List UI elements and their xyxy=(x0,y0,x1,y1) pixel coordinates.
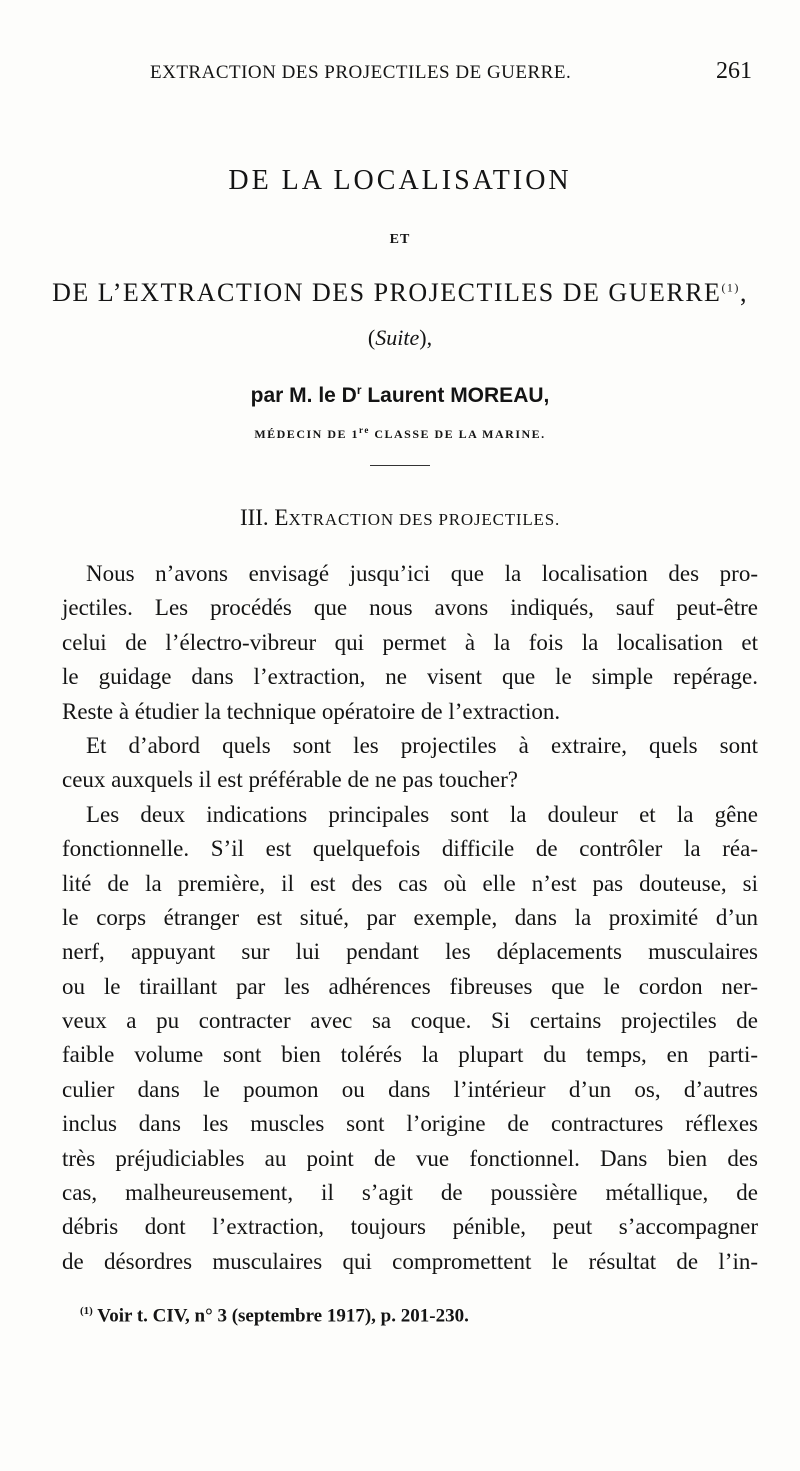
body-line: lité de la première, il est des cas où elle n’est pas douteuse, si xyxy=(62,870,758,896)
body-line: ou le tiraillant par les adhérences fibreuses que le cordon ner- xyxy=(62,973,758,999)
body-line: très préjudiciables au point de vue fonctionnel. Dans bien des xyxy=(62,1145,758,1171)
body-line: culier dans le poumon ou dans l’intérieur d’un os, d’autres xyxy=(62,1076,758,1102)
body-line: faible volume sont bien tolérés la plupart du temps, en parti- xyxy=(62,1042,758,1068)
body-text xyxy=(62,557,758,1279)
body-line: celui de l’électro-vibreur qui permet à la fois la localisation et xyxy=(62,629,758,655)
running-header: EXTRACTION DES PROJECTILES DE GUERRE. xyxy=(150,62,572,83)
body-line: Nous n’avons envisagé jusqu’ici que la localisation des pro- xyxy=(86,561,758,586)
body-line: fonctionnelle. S’il est quelquefois difficile de contrôler la réa- xyxy=(62,836,758,862)
byline-prefix: par M. le D xyxy=(250,384,357,407)
section-title-rest: XTRACTION DES PROJECTILES. xyxy=(288,510,561,529)
body-line: inclus dans les muscles sont l’origine de contractures réflexes xyxy=(62,1111,758,1137)
body-line: Reste à étudier la technique opératoire de l’extraction. xyxy=(62,698,561,724)
article-title-connector: ET xyxy=(389,232,411,247)
suite-label: Suite xyxy=(375,325,420,350)
body-line: le guidage dans l’extraction, ne visent que le simple repérage. xyxy=(62,664,758,690)
body-line: veux a pu contracter avec sa coque. Si certains projectiles de xyxy=(62,1008,758,1034)
page-number: 261 xyxy=(716,58,752,84)
body-line: Les deux indications principales sont la douleur et la gêne xyxy=(86,801,758,827)
affiliation-prefix: MÉDECIN DE 1 xyxy=(254,427,359,441)
section-title-initial: E xyxy=(274,505,289,530)
body-line: de désordres musculaires qui compromettent le résultat de l’in- xyxy=(62,1248,758,1274)
body-line: Et d’abord quels sont les projectiles à extraire, quels sont xyxy=(86,732,758,758)
affiliation-suffix: CLASSE DE LA MARINE. xyxy=(369,427,546,441)
footnote xyxy=(80,1305,469,1327)
article-title-line-2 xyxy=(0,278,800,308)
body-line: débris dont l’extraction, toujours pénible, peut s’accompagner xyxy=(62,1214,758,1240)
footnote-marker: (1) xyxy=(80,1305,93,1317)
footnote-reference: (1) xyxy=(721,280,740,295)
author-name: Laurent MOREAU, xyxy=(361,384,550,407)
body-line: cas, malheureusement, il s’agit de poussière métallique, de xyxy=(62,1180,758,1206)
article-continuation-note: (Suite), xyxy=(367,325,433,350)
article-title-line-1: DE LA LOCALISATION xyxy=(228,165,572,196)
author-byline xyxy=(0,383,800,408)
body-line: jectiles. Les procédés que nous avons indiqués, sauf peut-être xyxy=(62,595,758,621)
separator-rule xyxy=(370,465,430,466)
section-numeral: III. xyxy=(239,505,269,530)
body-line: le corps étranger est situé, par exemple, dans la proximité d’un xyxy=(62,904,758,930)
byline-sup: r xyxy=(356,383,362,397)
body-line: nerf, appuyant sur lui pendant les déplacements musculaires xyxy=(62,939,758,965)
affiliation-sup: re xyxy=(358,425,370,435)
article-title-line-2-text: DE L’EXTRACTION DES PROJECTILES DE GUERRE xyxy=(52,278,722,307)
footnote-text: Voir t. CIV, n° 3 (septembre 1917), p. 201-230. xyxy=(92,1305,469,1327)
author-affiliation xyxy=(0,425,800,442)
body-line: ceux auxquels il est préférable de ne pas toucher? xyxy=(62,767,518,793)
section-heading xyxy=(0,505,800,531)
article-title-line-2-tail: , xyxy=(739,278,748,307)
